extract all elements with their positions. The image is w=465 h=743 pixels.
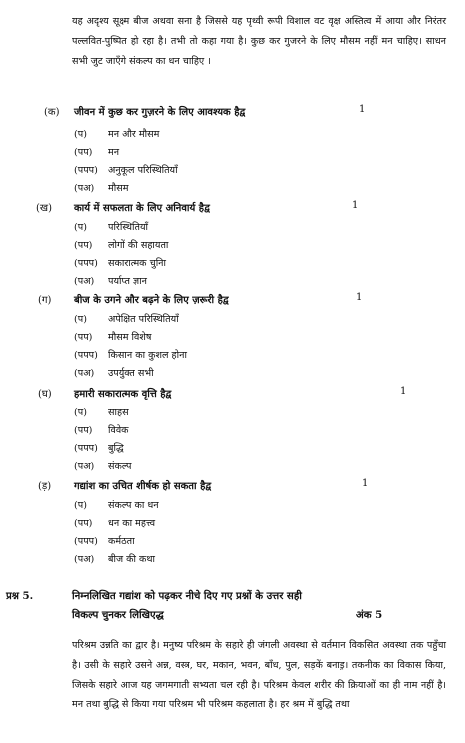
option-number: (पप): [74, 518, 93, 529]
option-number: (पपप): [74, 258, 98, 269]
option-text: मन: [108, 147, 120, 158]
question-marks: 1: [352, 200, 359, 211]
option: [74, 330, 151, 343]
option-text: अपेक्षित परिस्थितियाँ: [108, 314, 179, 325]
option-text: विवेक: [108, 425, 129, 436]
option-number: (पपप): [74, 350, 98, 361]
option-number: (पअ): [74, 276, 95, 287]
option-number: (प): [74, 129, 87, 140]
option: [74, 516, 155, 529]
option-number: (प): [74, 407, 87, 418]
question-marks: 1: [400, 386, 407, 397]
option-text: बुद्धि: [108, 443, 124, 454]
option-text: कर्मठता: [108, 536, 135, 547]
question5-instruction-line2: विकल्प चुनकर लिखिएद्ध: [72, 609, 164, 621]
option-number: (पअ): [74, 368, 95, 379]
option-text: उपर्युक्त सभी: [108, 368, 154, 379]
question-number: (ड़): [38, 481, 52, 492]
option: [74, 441, 124, 454]
option-text: धन का महत्त्व: [108, 518, 156, 529]
passage-paragraph: परिश्रम उन्नति का द्वार है। मनुष्य परिश्रम के सहारे ही जंगली अवस्था से वर्तमान विकसित अवस्था तक पहुँचा है। उसी के सहारे उसने अन्न, वस्त्र, घर, मकान, भवन, बाँध, पुल, सड़कें बनाइ़। तकनीक का विकास किया, जिसके सहारे आज यह जगमगाती सभ्यता चल रही है। परिश्रम केवल शरीर की क्रियाओं का ही नाम नहीं है। मन तथा बुद्धि से किया गया परिश्रम भी परिश्रम कहलाता है। हर श्रम में बुद्धि तथा: [72, 640, 446, 711]
question-number: (ग): [38, 295, 52, 306]
option-number: (पपप): [74, 165, 98, 176]
option-number: (पप): [74, 147, 93, 158]
option-text: बीज की कथा: [108, 554, 156, 565]
option-number: (प): [74, 314, 87, 325]
option-text: मन और मौसम: [108, 129, 160, 140]
option-number: (पअ): [74, 183, 95, 194]
option-number: (पपप): [74, 443, 98, 454]
option: [74, 534, 135, 547]
option-text: अनुकूल परिस्थितियाँ: [108, 165, 178, 176]
option-number: (पप): [74, 332, 93, 343]
option: [74, 459, 131, 472]
option-number: (पप): [74, 425, 93, 436]
question5-label: प्रश्न 5.: [6, 590, 34, 602]
option-number: (पअ): [74, 554, 95, 565]
option: [74, 366, 154, 379]
option: [74, 238, 168, 251]
option: [74, 552, 155, 565]
question-number: (क): [44, 107, 60, 118]
question-marks: 1: [359, 104, 366, 115]
question-number: (घ): [38, 389, 52, 400]
option: [74, 423, 129, 436]
question5-marks: अंक 5: [356, 609, 383, 621]
question-text: गद्यांश का उचित शीर्षक हो सकता हैद्व: [74, 481, 212, 492]
question5-instruction-line1: निम्नलिखित गद्यांश को पढ़कर नीचे दिए गए प्रश्नों के उत्तर सही: [72, 590, 302, 602]
option: [74, 405, 129, 418]
question-text: जीवन में कुछ कर गुज़रने के लिए आवश्यक हैद्व: [74, 107, 246, 118]
option-text: सकारात्मक चुनिा: [108, 258, 166, 269]
option: [74, 274, 147, 287]
option: [74, 181, 128, 194]
option-text: लोगों की सहायता: [108, 240, 169, 251]
option-text: परिस्थितियाँ: [108, 222, 149, 233]
option-text: साहस: [108, 407, 129, 418]
option-number: (प): [74, 222, 87, 233]
question-text: कार्य में सफलता के लिए अनिवार्य हैद्व: [74, 203, 210, 214]
option-text: मौसम विशेष: [108, 332, 152, 343]
option-text: किसान का कुशल होना: [108, 350, 187, 361]
option-text: पर्याप्त ज्ञान: [108, 276, 147, 287]
option-text: संकल्प: [108, 461, 132, 472]
option: [74, 145, 119, 158]
option-number: (पपप): [74, 536, 98, 547]
question-text: हमारी सकारात्मक वृत्ति हैद्व: [74, 389, 172, 400]
option: [74, 498, 159, 511]
option-text: संकल्प का धन: [108, 500, 159, 511]
question-marks: 1: [362, 478, 369, 489]
intro-paragraph: यह अदृश्य सूक्ष्म बीज अथवा सना है जिससे यह पृथ्वी रूपी विशाल वट वृक्ष अस्तित्व में आया और निरंतर पल्लवित-पुष्पित हो रहा है। तभी तो कहा गया है। कुछ कर गुजरने के लिए मौसम नहीं मन चाहिए। साधन सभी जुट जाएँगे संकल्प का धन चाहिए ।: [72, 16, 446, 67]
option-number: (पअ): [74, 461, 95, 472]
question-marks: 1: [356, 292, 363, 303]
option: [74, 348, 187, 361]
option: [74, 220, 148, 233]
option: [74, 163, 178, 176]
option: [74, 127, 159, 140]
option-text: मौसम: [108, 183, 129, 194]
option: [74, 312, 179, 325]
option-number: (पप): [74, 240, 93, 251]
question-number: (ख): [36, 203, 52, 214]
question-text: बीज के उगने और बढ़ने के लिए ज़रूरी हैद्व: [74, 295, 229, 306]
option-number: (प): [74, 500, 87, 511]
option: [74, 256, 166, 269]
